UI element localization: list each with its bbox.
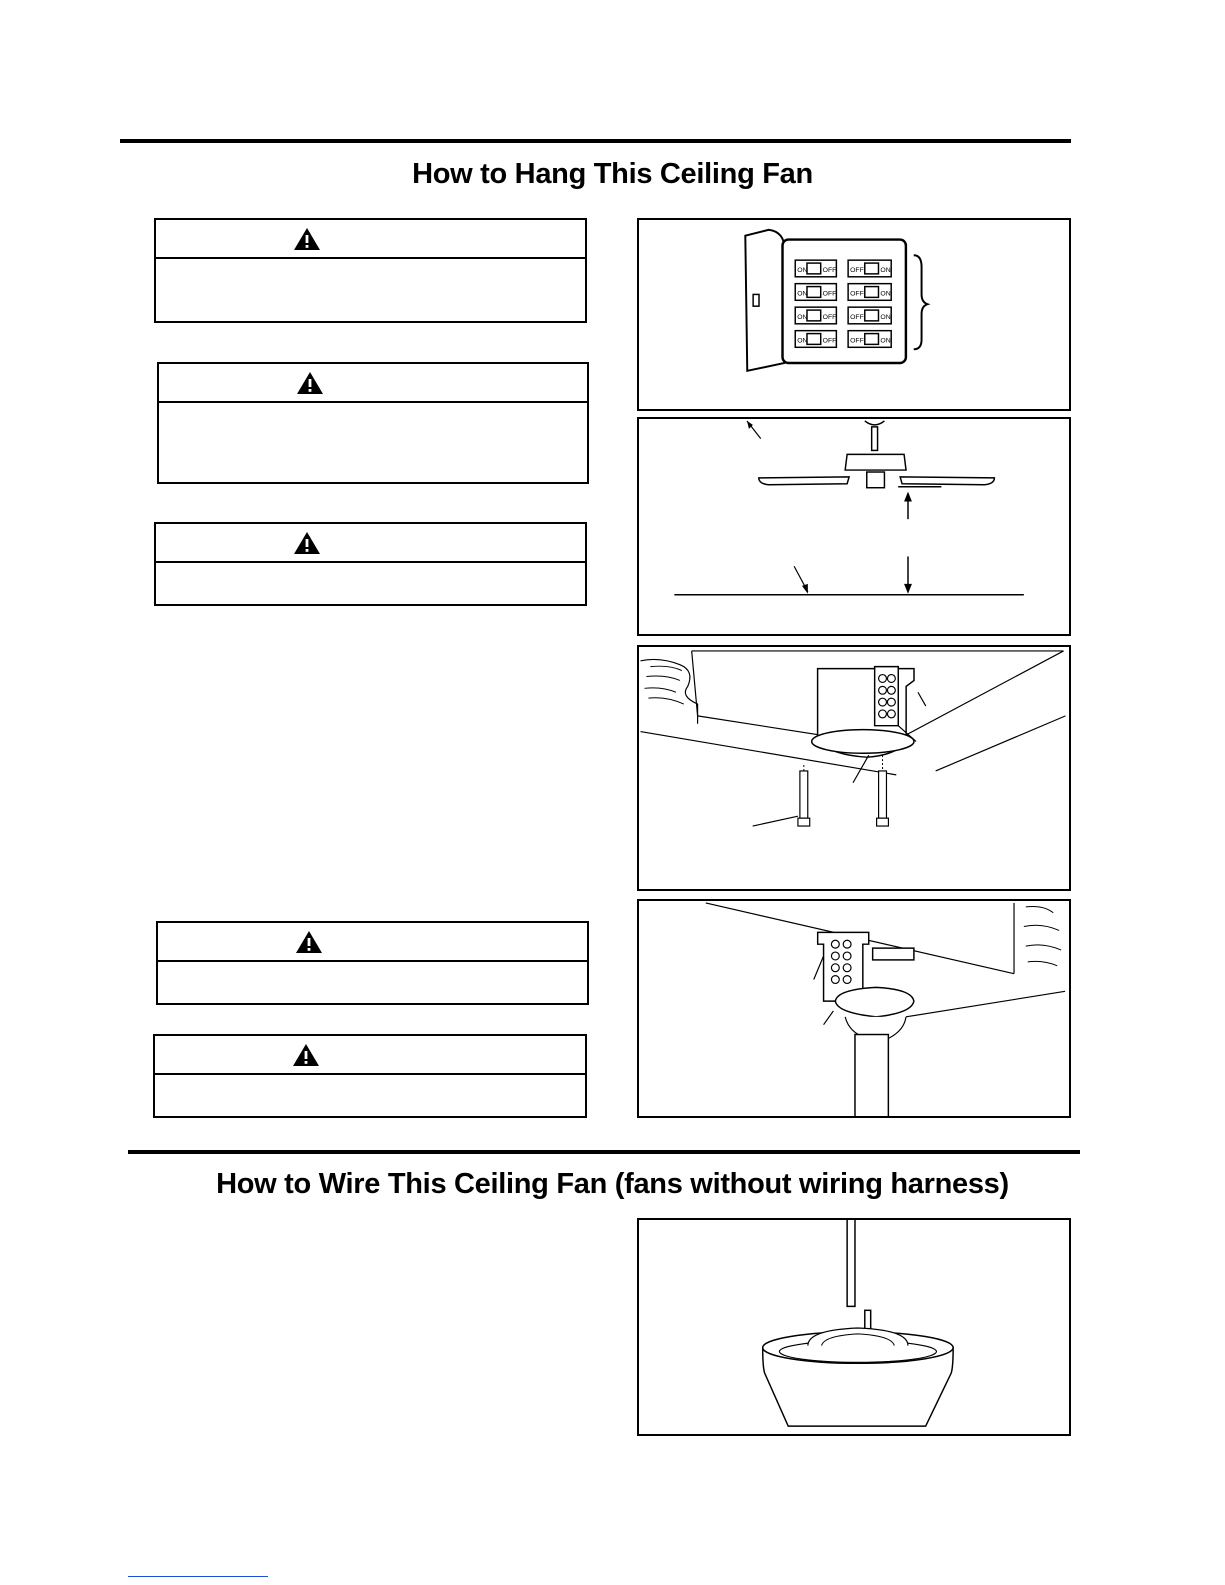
switch-label: OFF — [822, 337, 837, 345]
switch-label: ON — [880, 266, 891, 274]
section-heading-hang: How to Hang This Ceiling Fan — [412, 158, 813, 190]
switch-label: ON — [797, 290, 808, 298]
figure-fan-clearance — [637, 417, 1071, 636]
warning-header — [155, 1036, 585, 1075]
warning-box-2 — [157, 362, 589, 484]
warning-box-1 — [154, 218, 587, 323]
top-rule — [120, 139, 1071, 143]
figure-mounting-bracket — [637, 645, 1071, 891]
switch-label: OFF — [822, 313, 837, 321]
warning-header — [156, 220, 585, 259]
switch-label: OFF — [822, 266, 837, 274]
figure-wiring-canopy — [637, 1218, 1071, 1436]
warning-header — [156, 524, 585, 563]
warning-header — [158, 923, 587, 962]
switch-label: ON — [880, 337, 891, 345]
warning-triangle-icon — [292, 1043, 320, 1067]
section-rule — [128, 1150, 1080, 1154]
switch-label: ON — [880, 290, 891, 298]
mounting-bracket-illustration — [639, 647, 1069, 889]
figure-hanging-fan — [637, 899, 1071, 1118]
warning-triangle-icon — [295, 930, 323, 954]
warning-triangle-icon — [296, 371, 324, 395]
switch-label: OFF — [850, 313, 864, 321]
switch-label: ON — [797, 337, 808, 345]
switch-label: ON — [797, 266, 808, 274]
breaker-panel-illustration — [639, 220, 1069, 409]
switch-label: ON — [880, 313, 891, 321]
switch-label: OFF — [850, 266, 864, 274]
fan-clearance-illustration — [639, 419, 1069, 634]
hanging-fan-illustration — [639, 901, 1069, 1116]
warning-box-5 — [153, 1034, 587, 1118]
switch-label: OFF — [822, 290, 837, 298]
warning-header — [159, 364, 587, 403]
footer-link-underline[interactable] — [128, 1576, 268, 1577]
section-heading-wire: How to Wire This Ceiling Fan (fans without wiring harness) — [216, 1168, 1009, 1200]
warning-triangle-icon — [293, 227, 321, 251]
switch-label: OFF — [850, 337, 864, 345]
warning-triangle-icon — [293, 531, 321, 555]
switch-label: OFF — [850, 290, 864, 298]
wiring-canopy-illustration — [639, 1220, 1069, 1434]
warning-box-3 — [154, 522, 587, 606]
warning-box-4 — [156, 921, 589, 1005]
figure-breaker-panel — [637, 218, 1071, 411]
switch-label: ON — [797, 313, 808, 321]
